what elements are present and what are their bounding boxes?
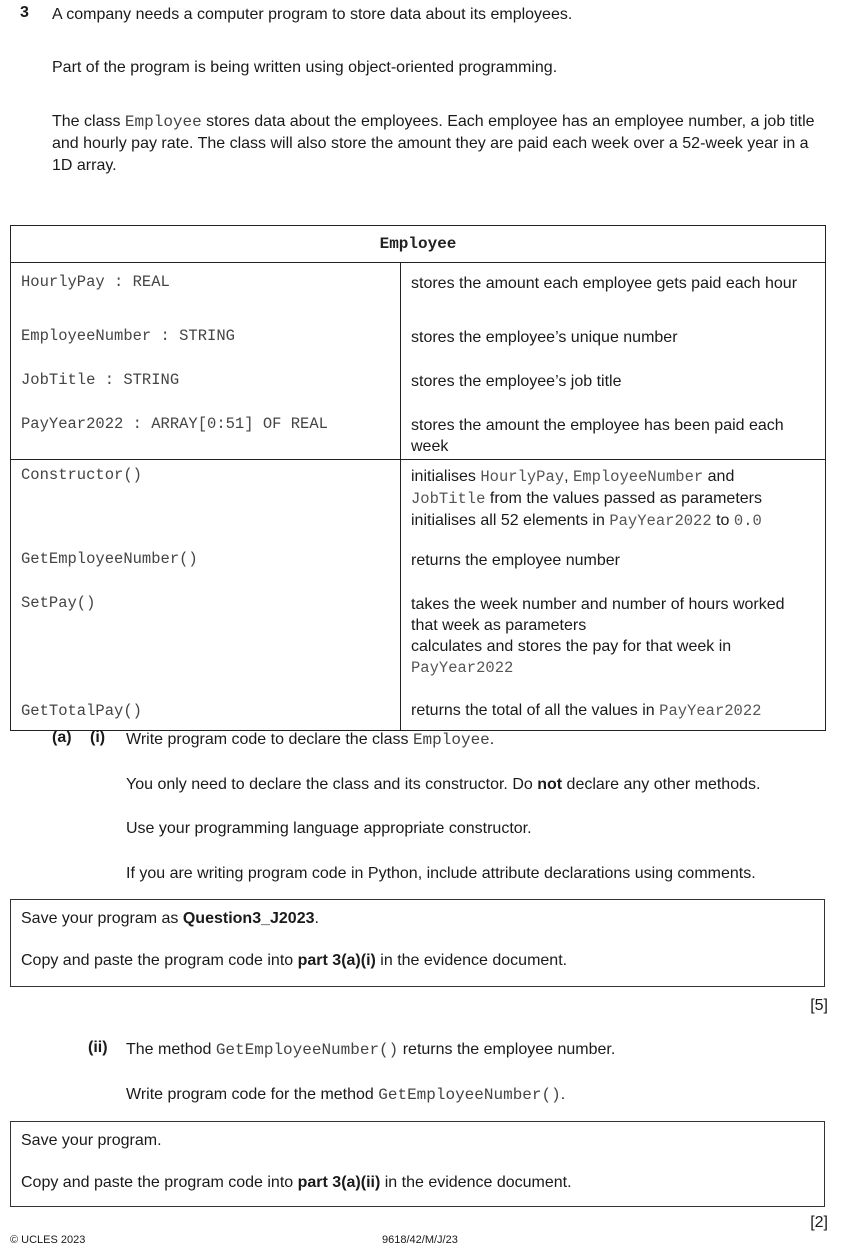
part-label-ii: (ii) [88,1039,108,1056]
method-desc: takes the week number and number of hours worked that week as parameters calculates and stores the pay for that week in PayYear2022 [401,584,826,690]
method-name: Constructor() [11,460,401,541]
footer-paper-code: 9618/42/M/J/23 [382,1234,458,1246]
part-a-i-line3: Use your programming language appropriate constructor. [126,820,532,837]
table-row [11,690,826,731]
part-a-i-line2: You only need to declare the class and its constructor. Do not declare any other methods. [126,776,761,793]
table-row [11,405,826,460]
table-row [11,263,826,318]
question-intro-1: A company needs a computer program to store data about its employees. [52,6,573,23]
attribute-name: EmployeeNumber : STRING [11,317,401,361]
box-line-copy: Copy and paste the program code into part 3(a)(i) in the evidence document. [21,952,568,969]
instruction-box-a-ii [10,1121,825,1207]
footer-copyright: © UCLES 2023 [10,1234,86,1246]
attribute-name: PayYear2022 : ARRAY[0:51] OF REAL [11,405,401,460]
box-line-save: Save your program as Question3_J2023. [21,910,319,927]
part-label-a: (a) [52,729,72,746]
part-a-i-line4: If you are writing program code in Python, include attribute declarations using comments. [126,865,756,882]
part-a-ii-line2: Write program code for the method GetEmployeeNumber(). [126,1086,566,1104]
box-line-copy: Copy and paste the program code into part 3(a)(ii) in the evidence document. [21,1174,572,1191]
marks-a-ii: [2] [810,1214,828,1231]
method-desc: initialises HourlyPay, EmployeeNumber and JobTitle from the values passed as parameters initialises all 52 elements in PayYear2022 to 0.0 [401,460,826,541]
table-row [11,361,826,405]
attribute-desc: stores the employee’s unique number [401,317,826,361]
employee-class-table [10,225,826,731]
table-row [11,584,826,690]
attribute-name: JobTitle : STRING [11,361,401,405]
method-name: GetEmployeeNumber() [11,540,401,584]
attribute-desc: stores the amount the employee has been paid each week [401,405,826,460]
part-label-i: (i) [90,729,106,746]
method-desc: returns the employee number [401,540,826,584]
method-name: SetPay() [11,584,401,690]
attribute-desc: stores the amount each employee gets paid each hour [401,263,826,318]
method-desc: returns the total of all the values in PayYear2022 [401,690,826,731]
instruction-box-a-i [10,899,825,987]
table-row [11,540,826,584]
table-row [11,317,826,361]
marks-a-i: [5] [810,997,828,1014]
table-row [11,460,826,541]
class-table-title: Employee [11,226,826,263]
question-intro-3: The class Employee stores data about the employees. Each employee has an employee number, a job title and hourly pay rate. The class will also store the amount they are paid each week over a 52-week year in a 1D array. [52,113,815,174]
attribute-desc: stores the employee’s job title [401,361,826,405]
box-line-save: Save your program. [21,1132,162,1149]
part-a-ii-line1: The method GetEmployeeNumber() returns the employee number. [126,1041,616,1059]
attribute-name: HourlyPay : REAL [11,263,401,318]
question-number: 3 [20,4,29,21]
question-intro-2: Part of the program is being written using object-oriented programming. [52,59,558,76]
method-name: GetTotalPay() [11,690,401,731]
part-a-i-line1: Write program code to declare the class Employee. [126,731,495,749]
